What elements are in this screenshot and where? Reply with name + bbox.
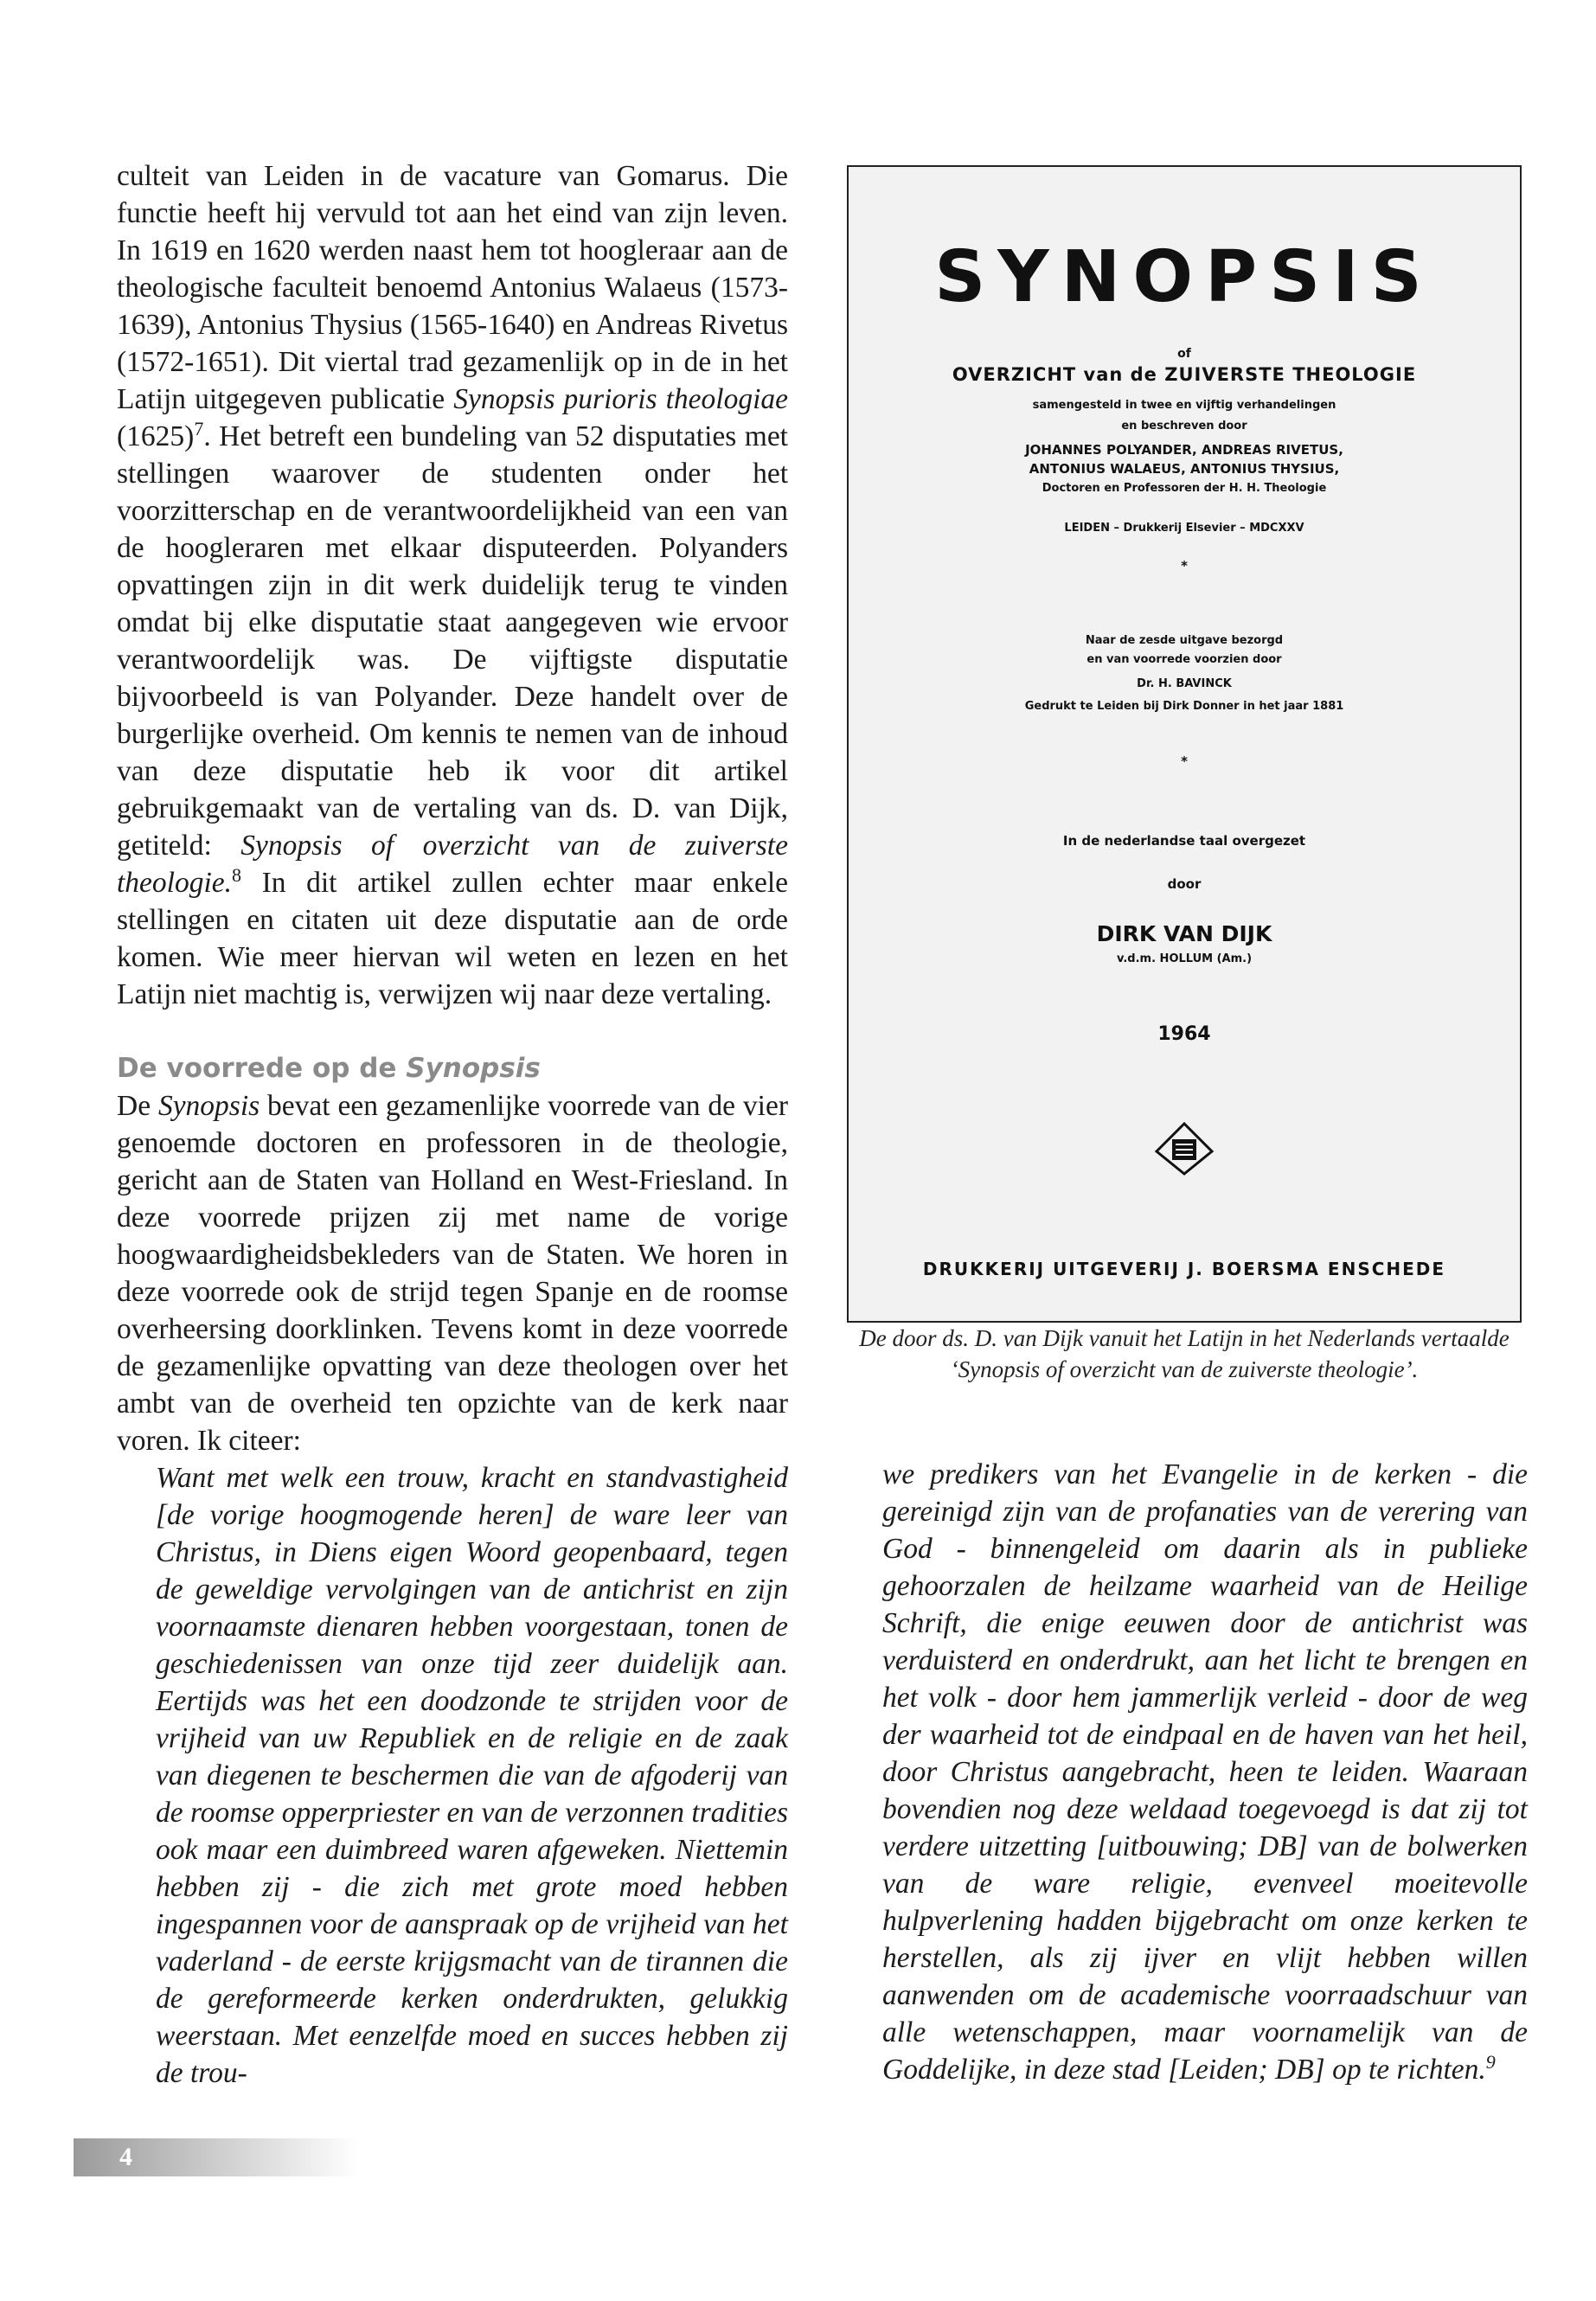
text-run: De: [117, 1090, 158, 1122]
cover-line: Dr. H. BAVINCK: [1137, 677, 1232, 690]
text-run: (1625): [117, 420, 195, 452]
cover-authors: ANTONIUS WALAEUS, ANTONIUS THYSIUS,: [1029, 461, 1340, 477]
italic-title: Synopsis purioris theologiae: [453, 383, 789, 415]
page-number: 4: [119, 2143, 132, 2171]
cover-year: 1964: [1157, 1023, 1211, 1045]
cover-authors: JOHANNES POLYANDER, ANDREAS RIVETUS,: [1025, 442, 1343, 458]
cover-star: *: [1181, 753, 1188, 769]
text-run: . Het betreft een bundeling van 52 disputaties met stellingen waarover de studenten onder het voorzitterschap en de verantwoordelijkheid van een van de hoogleraren met elkaar disputeerden. Polyanders opvattingen zijn in dit werk duidelijk terug te vinden omdat bij elke disputatie staat aangegeven wie ervoor verantwoordelijk was. De vijftigste disputatie bijvoorbeeld is van Polyander. Deze handelt over de burgerlijke overheid. Om kennis te nemen van de inhoud van deze disputatie heb ik voor dit artikel gebruikgemaakt van de vertaling van ds. D. van Dijk, getiteld:: [117, 420, 788, 862]
cover-line: Doctoren en Professoren der H. H. Theologie: [1042, 482, 1327, 495]
cover-line: en beschreven door: [1121, 420, 1247, 433]
printer-emblem-icon: [849, 1118, 1520, 1183]
text-run: bevat een gezamenlijke voorrede van de vier genoemde doctoren en professoren in de theologie, gericht aan de Staten van Holland en West-Friesland. In deze voorrede prijzen zij met name de vorige hoogwaardigheidsbekleders van de Staten. We horen in deze voorrede ook de strijd tegen Spanje en de roomse overheersing doorklinken. Tevens komt in deze voorrede de gezamenlijke opvatting van deze theologen over het ambt van de overheid ten opzichte van de kerk naar voren. Ik citeer:: [117, 1090, 788, 1457]
italic-title: Synopsis of overzicht van de zuiverste theologie.: [117, 830, 788, 899]
italic-title: Synopsis: [157, 1090, 260, 1122]
cover-subtitle: OVERZICHT van de ZUIVERSTE THEOLOGIE: [952, 364, 1417, 385]
right-column: [882, 1456, 1528, 2088]
book-cover-image: [847, 165, 1522, 1323]
footnote-marker[interactable]: 9: [1485, 2051, 1496, 2073]
body-paragraph-1: [117, 157, 788, 1013]
cover-line: Naar de zesde uitgave bezorgd: [1085, 634, 1284, 647]
block-quote-part-2: [882, 1456, 1528, 2088]
text-run: In dit artikel zullen echter maar enkele stellingen en citaten uit deze disputatie aan de orde komen. Wie meer hiervan wil weten en lezen en het Latijn niet machtig is, verwijzen wij naar deze vertaling.: [117, 867, 788, 1010]
left-column: [117, 157, 788, 2092]
cover-line: Gedrukt te Leiden bij Dirk Donner in het jaar 1881: [1024, 700, 1344, 713]
block-quote-part-1: Want met welk een trouw, kracht en standvastigheid [de vorige hoogmogende heren] de ware leer van Christus, in Diens eigen Woord geopenbaard, tegen de geweldige vervolgingen van de antichrist en zijn voornaamste dienaren hebben voorgestaan, tonen de geschiedenissen van onze tijd zeer duidelijk aan. Eertijds was het een doodzonde te strijden voor de vrijheid van uw Republiek en de religie en de zaak van diegenen te beschermen die van de afgoderij van de roomse opperpriester en van de verzonnen tradities ook maar een duimbreed waren afgeweken. Niettemin hebben zij - die zich met grote moed hebben ingespannen voor de aanspraak op de vrijheid van het vaderland - de eerste krijgsmacht van de tirannen die de gereformeerde kerken onderdrukten, gelukkig weerstaan. Met eenzelfde moed en succes hebben zij de trou-: [156, 1462, 788, 2089]
section-heading: [117, 1049, 788, 1087]
cover-publisher: DRUKKERIJ UITGEVERIJ J. BOERSMA ENSCHEDE: [922, 1259, 1446, 1279]
page-number-bar: [74, 2138, 359, 2176]
footnote-marker[interactable]: 8: [232, 864, 242, 886]
heading-text: De voorrede op de: [117, 1053, 407, 1084]
cover-line: en van voorrede voorzien door: [1086, 653, 1282, 666]
cover-of: of: [1177, 347, 1191, 361]
cover-line: door: [1167, 876, 1202, 892]
text-run: culteit van Leiden in de vacature van Gomarus. Die functie heeft hij vervuld tot aan het eind van zijn leven. In 1619 en 1620 werden naast hem tot hoogleraar aan de theologische faculteit benoemd Antonius Walaeus (1573-1639), Antonius Thysius (1565-1640) en Andreas Rivetus (1572-1651). Dit viertal trad gezamenlijk op in de in het Latijn uitgegeven publicatie: [117, 160, 788, 415]
figure-caption: De door ds. D. van Dijk vanuit het Latijn in het Nederlands vertaalde ‘Synopsis of overzicht van de zuiverste theologie’.: [859, 1325, 1509, 1382]
footnote-marker[interactable]: 7: [194, 418, 204, 439]
cover-imprint: LEIDEN – Drukkerij Elsevier – MDCXXV: [1064, 522, 1304, 535]
body-paragraph-2: [117, 1087, 788, 1459]
heading-italic: Synopsis: [406, 1053, 541, 1084]
cover-star: *: [1181, 558, 1188, 574]
cover-line: v.d.m. HOLLUM (Am.): [1116, 952, 1253, 965]
cover-line: In de nederlandse taal overgezet: [1062, 833, 1306, 849]
text-run: we predikers van het Evangelie in de kerken - die gereinigd zijn van de profanaties van de verering van God - binnengeleid om daarin als in publieke gehoorzalen de heilzame waarheid van de Heilige Schrift, die enige eeuwen door de antichrist was verduisterd en onderdrukt, aan het licht te brengen en het volk - door hem jammerlijk verleid - door de weg der waarheid tot de eindpaal en de haven van het heil, door Christus aangebracht, heen te leiden. Waaraan bovendien nog deze weldaad toegevoegd is dat zij tot verdere uitzetting [uitbouwing; DB] van de bolwerken van de ware religie, evenveel moeitevolle hulpverlening hadden bijgebracht om onze kerken te herstellen, als zij ijver en vlijt hebben willen aanwenden om de academische voorraadschuur van alle wetenschappen, maar voornamelijk van de Goddelijke, in deze stad [Leiden; DB] op te richten.: [882, 1458, 1528, 2086]
cover-line: samengesteld in twee en vijftig verhandelingen: [1032, 399, 1336, 412]
cover-title: SYNOPSIS: [934, 236, 1434, 318]
cover-translator: DIRK VAN DIJK: [1096, 921, 1272, 946]
